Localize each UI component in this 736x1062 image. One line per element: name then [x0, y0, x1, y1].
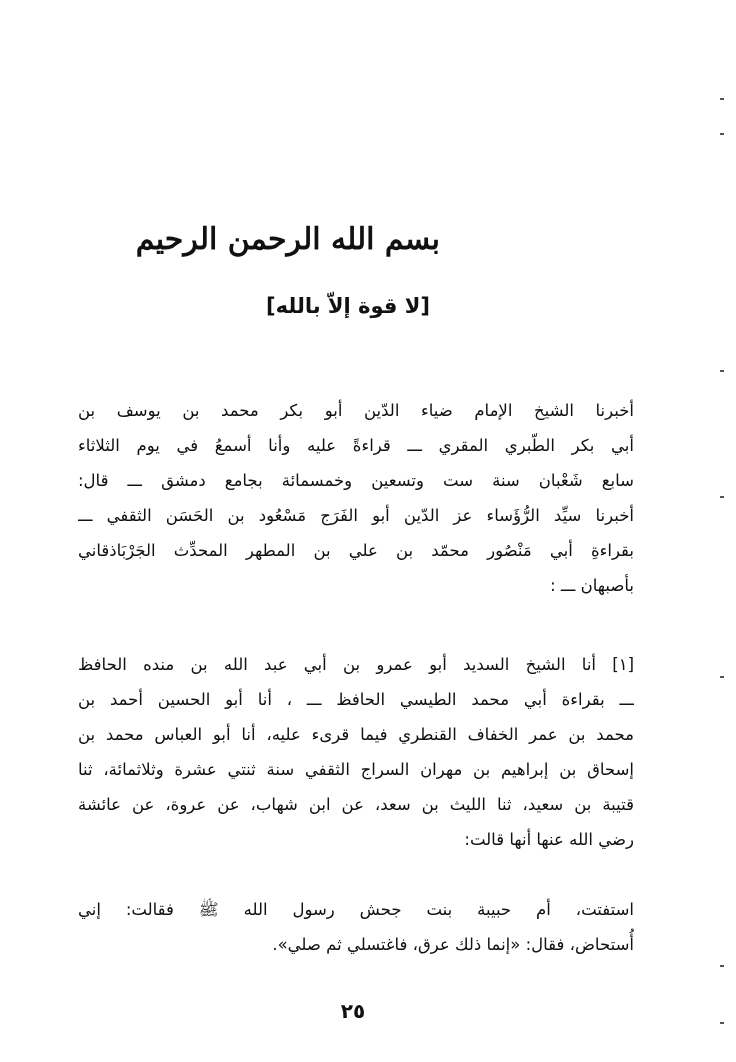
- margin-mark: [720, 676, 724, 678]
- basmala-calligraphy: [135, 205, 440, 275]
- text-line: رضي الله عنها أنها قالت:: [464, 830, 634, 849]
- text-line: أخبرنا الشيخ الإمام ضياء الدّين أبو بكر محمد بن يوسف بن: [78, 401, 634, 420]
- margin-mark: [720, 496, 724, 498]
- margin-mark: [720, 965, 724, 967]
- text-line: سابع شَعْبان سنة ست وتسعين وخمسمائة بجامع دمشق ـــ قال:: [78, 471, 634, 490]
- text-line: إسحاق بن إبراهيم بن مهران السراج الثقفي سنة ثنتي عشرة وثلاثمائة، ثنا: [78, 760, 634, 779]
- margin-marks: [716, 0, 724, 1062]
- margin-mark: [720, 98, 724, 100]
- paragraph-chain-of-narration: [78, 393, 634, 603]
- text-line: أخبرنا سيِّد الرُّؤَساء عز الدّين أبو الفَرَج مَسْعُود بن الحَسَن الثقفي ـــ: [78, 506, 634, 525]
- text-line: بأصبهان ـــ :: [550, 576, 634, 595]
- section-subtitle: [لا قوة إلاّ بالله]: [266, 294, 430, 318]
- page-number: ٢٥: [340, 999, 366, 1023]
- text-line: بقراءةِ أبي مَنْصُور محمّد بن علي بن المطهر المحدِّث الجَرْبَاذقاني: [78, 541, 634, 560]
- paragraph-hadith-1-isnad: [78, 647, 634, 857]
- text-line: ـــ بقراءة أبي محمد الطيسي الحافظ ـــ ، أنا أبو الحسين أحمد بن: [78, 690, 634, 709]
- margin-mark: [720, 133, 724, 135]
- text-line: استفتت، أم حبيبة بنت جحش رسول الله ﷺ فقالت: إني: [78, 900, 634, 919]
- paragraph-hadith-1-matn: [78, 892, 634, 962]
- text-line: أُستحاض، فقال: «إنما ذلك عرق، فاغتسلي ثم صلي».: [272, 935, 634, 954]
- text-line: قتيبة بن سعيد، ثنا الليث بن سعد، عن ابن شهاب، عن عروة، عن عائشة: [78, 795, 634, 814]
- text-line: أبي بكر الطّبري المقري ـــ قراءةً عليه وأنا أسمعُ في يوم الثلاثاء: [78, 436, 634, 455]
- basmala-text: بسم الله الرحمن الرحيم: [135, 222, 440, 257]
- margin-mark: [720, 1022, 724, 1024]
- text-line: [١] أنا الشيخ السديد أبو عمرو بن أبي عبد الله بن منده الحافظ: [78, 655, 634, 674]
- margin-mark: [720, 370, 724, 372]
- text-line: محمد بن عمر الخفاف القنطري فيما قرىء عليه، أنا أبو العباس محمد بن: [78, 725, 634, 744]
